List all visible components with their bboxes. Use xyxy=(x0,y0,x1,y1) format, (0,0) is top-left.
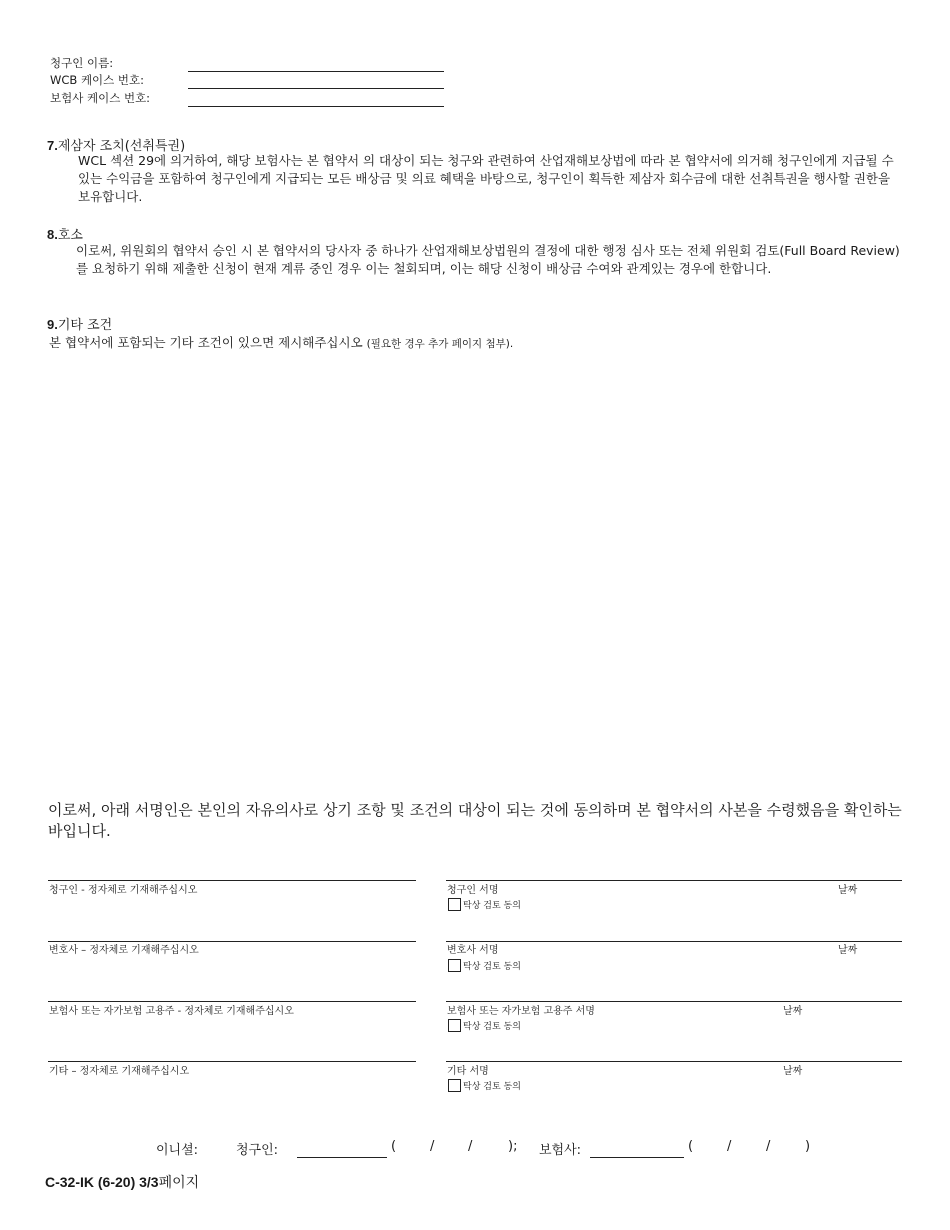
page-word: 페이지 xyxy=(158,1175,200,1191)
carrier-case-label: 보험사 케이스 번호: xyxy=(50,91,151,105)
other-signature-label: 기타 서명 xyxy=(447,1066,489,1077)
claimant-desk-review-checkbox[interactable] xyxy=(448,898,461,911)
claimant-signature-line[interactable] xyxy=(446,880,902,881)
other-desk-review-label: 탁상 검토 동의 xyxy=(463,1082,521,1092)
form-number: C-32-IK (6-20) 3/3 xyxy=(45,1174,159,1190)
attorney-signature-label: 변호사 서명 xyxy=(447,945,499,956)
carrier-date-slash-1: / xyxy=(727,1139,732,1154)
carrier-case-field[interactable] xyxy=(188,106,444,107)
attorney-desk-review-label: 탁상 검토 동의 xyxy=(463,962,521,972)
section-9-note: (필요한 경우 추가 페이지 첨부). xyxy=(366,338,514,350)
section-8-title: 호소 xyxy=(57,228,83,243)
carrier-date-close-paren: ) xyxy=(805,1139,811,1154)
attorney-signature-line[interactable] xyxy=(446,941,902,942)
initials-claimant-label: 청구인: xyxy=(236,1143,279,1158)
claimant-date-label: 날짜 xyxy=(838,885,858,896)
claimant-date-slash-1: / xyxy=(430,1139,435,1154)
claimant-name-field[interactable] xyxy=(188,71,444,72)
claimant-print-name-label: 청구인 - 정자체로 기재해주십시오 xyxy=(49,885,198,896)
claimant-date-close-paren: ); xyxy=(508,1139,518,1154)
claimant-date-open-paren: ( xyxy=(391,1139,397,1154)
section-8-heading xyxy=(47,224,83,243)
carrier-date-slash-2: / xyxy=(766,1139,771,1154)
footer-form-id xyxy=(45,1172,199,1192)
other-print-name-label: 기타 – 정자체로 기재해주십시오 xyxy=(49,1066,190,1077)
carrier-date-label: 날짜 xyxy=(783,1006,803,1017)
attorney-print-name-label: 변호사 – 정자체로 기재해주십시오 xyxy=(49,945,199,956)
attorney-date-label: 날짜 xyxy=(838,945,858,956)
initials-carrier-label: 보험사: xyxy=(539,1143,582,1158)
claimant-desk-review-label: 탁상 검토 동의 xyxy=(463,901,521,911)
section-7-title: 제삼자 조치(선취특권) xyxy=(57,139,186,154)
carrier-print-name-label: 보험사 또는 자가보험 고용주 - 정자체로 기재해주십시오 xyxy=(49,1006,294,1017)
claimant-date-slash-2: / xyxy=(468,1139,473,1154)
other-desk-review-checkbox[interactable] xyxy=(448,1079,461,1092)
other-conditions-area[interactable] xyxy=(49,360,904,780)
wcb-case-field[interactable] xyxy=(188,88,444,89)
section-8-number: 8. xyxy=(47,227,58,242)
other-signature-line[interactable] xyxy=(446,1061,902,1062)
section-9-heading xyxy=(47,314,112,333)
wcb-case-label: WCB 케이스 번호: xyxy=(50,73,145,87)
claimant-signature-label: 청구인 서명 xyxy=(447,885,499,896)
section-9-number: 9. xyxy=(47,317,58,332)
section-7-number: 7. xyxy=(47,138,58,153)
initials-label: 이니셜: xyxy=(156,1143,199,1158)
claimant-initials-field[interactable] xyxy=(297,1157,387,1158)
section-9-body xyxy=(49,334,909,353)
carrier-signature-label: 보험사 또는 자가보험 고용주 서명 xyxy=(447,1006,595,1017)
acknowledgement-text: 이로써, 아래 서명인은 본인의 자유의사로 상기 조항 및 조건의 대상이 되는 것에 동의하며 본 협약서의 사본을 수령했음을 확인하는 바입니다. xyxy=(48,801,902,840)
other-date-label: 날짜 xyxy=(783,1066,803,1077)
section-7-body: WCL 섹션 29에 의거하여, 해당 보험사는 본 협약서 의 대상이 되는 청구와 관련하여 산업재해보상법에 따라 본 협약서에 의거해 청구인에게 지급될 수 있는 수익금을 포함하여 청구인에게 지급되는 모든 배상금 및 의료 혜택을 바탕으로, 청구인이 획득한 제삼자 회수금에 대한 선취특권을 행사할 권한을 보유합니다. xyxy=(78,153,894,204)
carrier-desk-review-label: 탁상 검토 동의 xyxy=(463,1022,521,1032)
carrier-initials-field[interactable] xyxy=(590,1157,684,1158)
claimant-name-label: 청구인 이름: xyxy=(50,56,114,70)
section-8-body: 이로써, 위원회의 협약서 승인 시 본 협약서의 당사자 중 하나가 산업재해보상법원의 결정에 대한 행정 심사 또는 전체 위원회 검토(Full Board Review)를 요청하기 위해 제출한 신청이 현재 계류 중인 경우 이는 철회되며, 이는 해당 신청이 배상금 수여와 관계있는 경우에 한합니다. xyxy=(76,243,900,276)
section-9-title: 기타 조건 xyxy=(57,318,113,333)
attorney-desk-review-checkbox[interactable] xyxy=(448,959,461,972)
section-9-text: 본 협약서에 포함되는 기타 조건이 있으면 제시해주십시오 xyxy=(49,335,363,350)
carrier-date-open-paren: ( xyxy=(688,1139,694,1154)
carrier-desk-review-checkbox[interactable] xyxy=(448,1019,461,1032)
